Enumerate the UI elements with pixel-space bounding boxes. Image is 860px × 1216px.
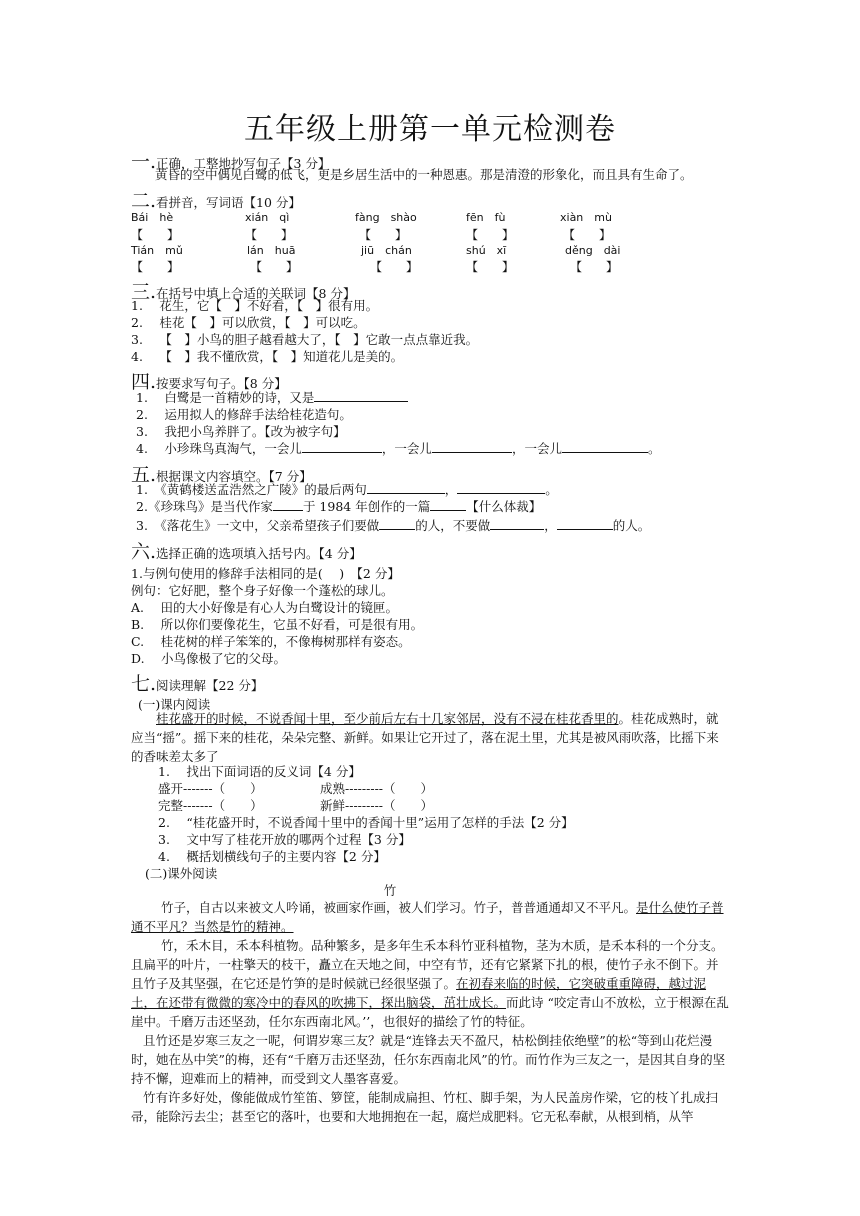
- list-item: 1. 《黄鹤楼送孟浩然之广陵》的最后两句 ， 。: [136, 482, 558, 497]
- essay-paragraph: 竹有许多好处，像能做成竹笙笛、箩筐，能制成扁担、竹杠、脚手架，为人民盖房作梁，它的枝丫扎成扫帚，能除污去尘；甚至它的落叶，也要和大地拥抱在一起，腐烂成肥料。它无私奉献，从根到梢，从竿: [131, 1090, 719, 1124]
- section-5-heading: 五.根据课文内容填空。【7 分】: [131, 464, 312, 486]
- answer-blank[interactable]: [379, 517, 415, 530]
- pinyin: děng dài: [565, 244, 621, 257]
- essay-paragraph: 且竹还是岁寒三友之一呢，何谓岁寒三友？就是“连锋去天不盈尺，枯松倒挂依绝壁”的松“等到山花烂漫时，她在丛中笑”的梅，还有“千磨万击还坚劲，任尔东西南北风”的竹。而竹作为三友之一，是因其自身的坚持不懈，迎难而上的精神，而受到文人墨客喜爱。: [131, 1033, 726, 1086]
- page-title: 五年级上册第一单元检测卷: [244, 112, 616, 147]
- list-item: 2. 桂花【 】可以欣赏，【 】可以吃。: [131, 315, 366, 330]
- answer-bracket[interactable]: 【 】: [131, 228, 180, 242]
- answer-bracket[interactable]: 【 】: [466, 228, 515, 242]
- section-7-heading: 七.阅读理解【22 分】: [131, 673, 264, 695]
- question: 1. 找出下面词语的反义词【4 分】: [158, 764, 361, 779]
- subsection-heading: (一)课内阅读: [138, 697, 211, 712]
- section-3-heading: 三.在括号中填上合适的关联词【8 分】: [131, 281, 356, 303]
- antonym-item[interactable]: 盛开-------（ ）: [158, 781, 263, 796]
- antonym-item[interactable]: 成熟---------（ ）: [320, 781, 434, 796]
- question: 1.与例句使用的修辞手法相同的是( ) 【2 分】: [131, 566, 400, 581]
- answer-blank[interactable]: [557, 517, 613, 530]
- option-c[interactable]: C. 桂花树的样子笨笨的，不像梅树那样有姿态。: [131, 634, 411, 649]
- answer-blank[interactable]: [562, 440, 648, 453]
- question: 4. 概括划横线句子的主要内容【2 分】: [158, 849, 386, 864]
- answer-blank[interactable]: [273, 498, 303, 511]
- list-item: 4. 【 】我不懂欣赏，【 】知道花儿是美的。: [131, 349, 404, 364]
- copy-sentence: 黄昏的空中偶见白鹭的低飞，更是乡居生活中的一种恩惠。那是清澄的形象化，而且具有生命了。: [155, 167, 693, 182]
- answer-bracket[interactable]: 【 】: [570, 260, 619, 274]
- antonym-item[interactable]: 完整-------（ ）: [158, 798, 263, 813]
- option-d[interactable]: D. 小鸟像极了它的父母。: [131, 651, 287, 666]
- essay-title: 竹: [383, 883, 397, 898]
- example-sentence: 例句：它好肥，整个身子好像一个蓬松的球儿。: [131, 583, 394, 598]
- answer-blank[interactable]: [430, 498, 466, 511]
- answer-blank[interactable]: [314, 389, 408, 402]
- question: 3. 文中写了桂花开放的哪两个过程【3 分】: [158, 832, 411, 847]
- answer-blank[interactable]: [490, 517, 544, 530]
- pinyin: lán huā: [247, 244, 296, 257]
- pinyin: Tián mǔ: [131, 244, 183, 257]
- section-number: 一.: [131, 151, 157, 173]
- list-item: 2. 运用拟人的修辞手法给桂花造句。: [136, 407, 352, 422]
- pinyin: jiū chán: [361, 244, 412, 257]
- list-item: 4. 小珍珠鸟真淘气，一会儿 ，一会儿 ，一会儿 。: [136, 441, 661, 456]
- option-b[interactable]: B. 所以你们要像花生，它虽不好看，可是很有用。: [131, 617, 424, 632]
- answer-bracket[interactable]: 【 】: [359, 228, 408, 242]
- pinyin: xiàn mù: [560, 211, 612, 224]
- section-6-heading: 六.选择正确的选项填入括号内。【4 分】: [131, 541, 362, 563]
- pinyin: fēn fù: [466, 211, 506, 224]
- answer-blank[interactable]: [367, 481, 445, 494]
- pinyin: fàng shào: [355, 211, 417, 224]
- answer-blank[interactable]: [302, 440, 382, 453]
- section-heading-text: 正确，工整地抄写句子【3 分】: [156, 156, 331, 171]
- pinyin: Bái hè: [131, 211, 174, 224]
- essay-paragraph: 竹，禾木目，禾本科植物。品种繁多，是多年生禾本科竹亚科植物，茎为木质，是禾本科的一个分支。且扁平的叶片，一柱擎天的枝干，矗立在天地之间，中空有节，还有它紧紧下扎的根，使竹子永不倒下。并且竹子及其坚强，在它还是竹笋的是时候就已经很坚强了。在初春来临的时候，它突破重重障碍，越过泥土，在还带有微微的寒冷中的春风的吹拂下，探出脑袋，茁壮成长。而此诗 “咬定青山不放松，立于根源在乱崖中。千磨万击还坚劲，任尔东西南北风。’’，也很好的描绘了竹的特征。: [131, 938, 729, 1029]
- answer-bracket[interactable]: 【 】: [245, 228, 294, 242]
- answer-blank[interactable]: [432, 440, 512, 453]
- essay-paragraph: 竹子，自古以来被文人吟诵，被画家作画，被人们学习。竹子，普普通通却又不平凡。是什么使竹子普通不平凡？当然是竹的精神。: [131, 900, 724, 934]
- list-item: 2.《珍珠鸟》是当代作家 于 1984 年创作的一篇 【什么体裁】: [136, 499, 542, 514]
- reading-passage: 桂花盛开的时候，不说香闻十里，至少前后左右十几家邻居，没有不浸在桂花香里的。桂花成熟时，就应当“摇”。摇下来的桂花，朵朵完整、新鲜。如果让它开过了，落在泥土里，尤其是被风雨吹落，比摇下来的香味差太多了: [131, 711, 719, 764]
- answer-blank[interactable]: [457, 481, 545, 494]
- section-2-heading: 二.看拼音，写词语【10 分】: [131, 190, 301, 212]
- answer-bracket[interactable]: 【 】: [131, 260, 180, 274]
- list-item: 3. 【 】小鸟的胆子越看越大了，【 】它敢一点点靠近我。: [131, 332, 479, 347]
- pinyin: shú xī: [466, 244, 507, 257]
- subsection-heading: (二)课外阅读: [145, 866, 218, 881]
- answer-bracket[interactable]: 【 】: [250, 260, 299, 274]
- list-item: 3. 《落花生》一文中，父亲希望孩子们要做 的人，不要做 ， 的人。: [136, 518, 651, 533]
- section-4-heading: 四.按要求写句子。【8 分】: [131, 371, 287, 393]
- answer-bracket[interactable]: 【 】: [563, 228, 612, 242]
- question: 2. “桂花盛开时，不说香闻十里中的香闻十里”运用了怎样的手法【2 分】: [158, 815, 574, 830]
- answer-bracket[interactable]: 【 】: [466, 260, 515, 274]
- list-item: 1. 花生，它【 】不好看，【 】很有用。: [131, 298, 379, 313]
- list-item: 3. 我把小鸟养胖了。【改为被字句】: [136, 424, 346, 439]
- pinyin: xián qì: [245, 211, 290, 224]
- answer-bracket[interactable]: 【 】: [370, 260, 419, 274]
- option-a[interactable]: A. 田的大小好像是有心人为白鹭设计的镜匣。: [131, 600, 399, 615]
- list-item: 1. 白鹭是一首精妙的诗，又是: [136, 389, 408, 406]
- antonym-item[interactable]: 新鲜---------（ ）: [320, 798, 434, 813]
